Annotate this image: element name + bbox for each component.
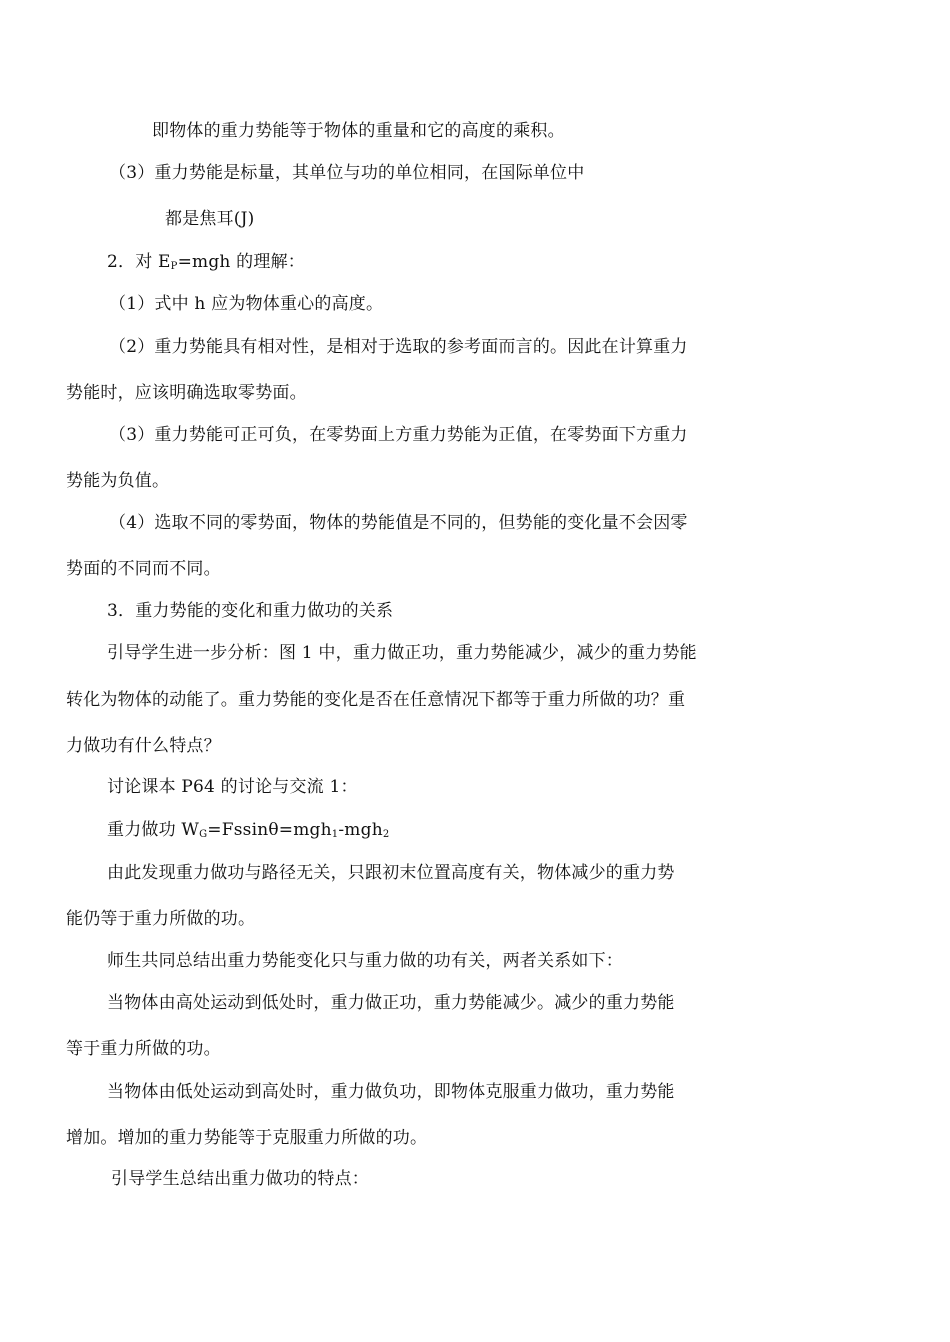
formula-part: =mgh 的理解： — [177, 252, 305, 272]
text-line-8: （3）重力势能可正可负，在零势面上方重力势能为正值，在零势面下方重力 — [109, 425, 688, 445]
text-line-5: （1）式中 h 应为物体重心的高度。 — [109, 294, 384, 314]
text-line-11: 势面的不同而不同。 — [66, 559, 221, 579]
text-line-10: （4）选取不同的零势面，物体的势能值是不同的，但势能的变化量不会因零 — [109, 513, 688, 533]
text-line-18: 由此发现重力做功与路径无关，只跟初末位置高度有关，物体减少的重力势 — [107, 863, 675, 883]
text-line-23: 当物体由低处运动到高处时，重力做负功，即物体克服重力做功，重力势能 — [107, 1082, 675, 1102]
text-line-24: 增加。增加的重力势能等于克服重力所做的功。 — [66, 1128, 428, 1148]
formula-part: 2．对 E — [107, 252, 171, 272]
text-line-16: 讨论课本 P64 的讨论与交流 1： — [107, 777, 358, 797]
text-line-12: 3．重力势能的变化和重力做功的关系 — [107, 601, 394, 621]
formula-part: 重力做功 W — [107, 820, 200, 840]
text-line-9: 势能为负值。 — [66, 471, 170, 491]
text-line-17 — [107, 819, 389, 846]
formula-subscript: G — [199, 829, 208, 840]
text-line-7: 势能时，应该明确选取零势面。 — [66, 383, 307, 403]
text-line-14: 转化为物体的动能了。重力势能的变化是否在任意情况下都等于重力所做的功？重 — [66, 690, 686, 710]
text-line-1: 即物体的重力势能等于物体的重量和它的高度的乘积。 — [152, 121, 565, 141]
formula-part: =Fssinθ=mgh — [207, 820, 332, 840]
text-line-13: 引导学生进一步分析：图 1 中，重力做正功，重力势能减少，减少的重力势能 — [107, 643, 697, 663]
formula-part: -mgh — [338, 820, 383, 840]
text-line-22: 等于重力所做的功。 — [66, 1039, 221, 1059]
text-line-6: （2）重力势能具有相对性，是相对于选取的参考面而言的。因此在计算重力 — [109, 337, 688, 357]
text-line-2: （3）重力势能是标量，其单位与功的单位相同，在国际单位中 — [109, 163, 585, 183]
text-line-21: 当物体由高处运动到低处时，重力做正功，重力势能减少。减少的重力势能 — [107, 993, 675, 1013]
formula-subscript: 2 — [382, 829, 390, 840]
formula-subscript: 1 — [331, 829, 339, 840]
text-line-25: 引导学生总结出重力做功的特点： — [111, 1169, 369, 1189]
text-line-15: 力做功有什么特点？ — [66, 736, 221, 756]
text-line-19: 能仍等于重力所做的功。 — [66, 909, 256, 929]
text-line-3: 都是焦耳(J) — [165, 209, 255, 229]
formula-subscript: P — [170, 261, 178, 272]
text-line-20: 师生共同总结出重力势能变化只与重力做的功有关，两者关系如下： — [107, 951, 623, 971]
text-line-4 — [107, 251, 305, 278]
